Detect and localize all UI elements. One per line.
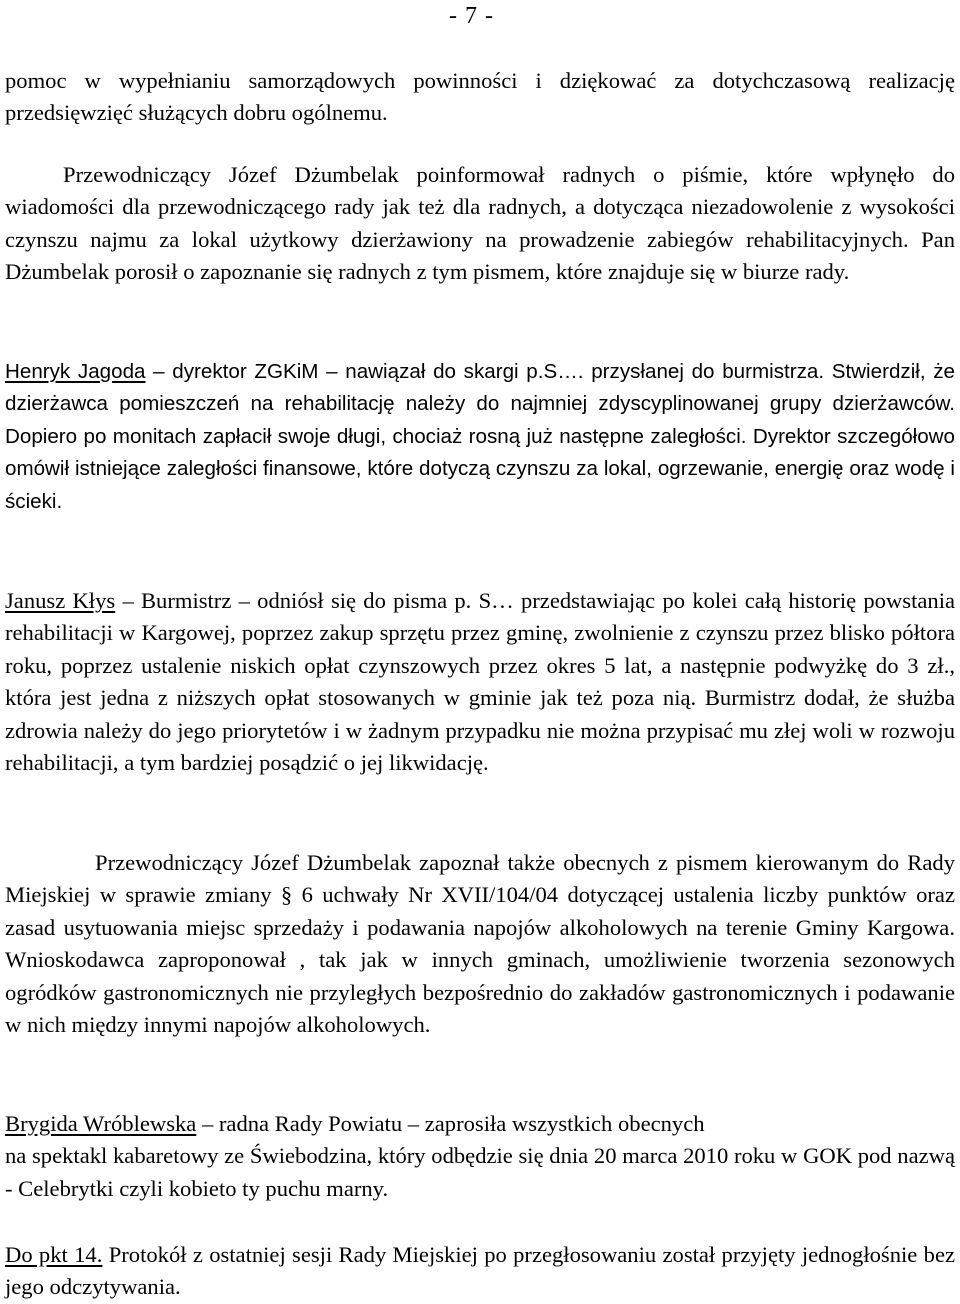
paragraph-text: Przewodniczący Józef Dżumbelak zapoznał także obecnych z pismem kierowanym do Rady Miejskiej w sprawie zmiany § 6 uchwały Nr XVII/104/04 dotyczącej ustalenia liczby punktów oraz zasad usytuowania miejsc sprzedaży i podawania napojów alkoholowych na terenie Gminy Kargowa. Wnioskodawca zaproponował , tak jak w innych gminach, umożliwienie tworzenia sezonowych ogródków gastronomicznych nie przyległych bezpośrednio do zakładów gastronomicznych i podawanie w nich między innymi napojów alkoholowych.	[5, 850, 955, 1038]
speaker-name: Brygida Wróblewska	[5, 1111, 197, 1136]
paragraph-text: – dyrektor ZGKiM – nawiązał do skargi p.S…. przysłanej do burmistrza. Stwierdził, że dzierżawca pomieszczeń na rehabilitację należy do najmniej zdyscyplinowanej grupy dzierżawców. Dopiero po monitach zapłacił swoje długi, chociaż rosną już następne zaległości. Dyrektor szczegółowo omówił istniejące zaległości finansowe, które dotyczą czynszu za lokal, ogrzewanie, energię oraz wodę i ścieki.	[5, 360, 955, 513]
paragraph-klys	[5, 585, 955, 779]
paragraph-text: Przewodniczący Józef Dżumbelak poinformował radnych o piśmie, które wpłynęło do wiadomości dla przewodniczącego rady jak też dla radnych, a dotycząca niezadowolenie z wysokości czynszu najmu za lokal użytkowy dzierżawiony na prowadzenie zabiegów rehabilitacyjnych. Pan Dżumbelak porosił o zapoznanie się radnych z tym pismem, które znajduje się w biurze rady.	[5, 162, 955, 285]
paragraph-chairman-letter	[5, 159, 955, 289]
paragraph-wroblewska	[5, 1108, 955, 1205]
paragraph-text: – radna Rady Powiatu – zaprosiła wszystkich obecnych	[196, 1111, 705, 1136]
paragraph-text: na spektakl kabaretowy ze Świebodzina, który odbędzie się dnia 20 marca 2010 roku w GOK pod nazwą - Celebrytki czyli kobieto ty puchu marny.	[5, 1143, 955, 1201]
document-page	[5, 0, 955, 1303]
paragraph-item-14	[5, 1239, 955, 1304]
paragraph-text: – Burmistrz – odniósł się do pisma p. S… przedstawiając po kolei całą historię powstania rehabilitacji w Kargowej, poprzez zakup sprzętu przez gminę, zwolnienie z czynszu przez blisko półtora roku, poprzez ustalenie niskich opłat czynszowych przez okres 5 lat, a następnie podwyżkę do 3 zł., która jest jedna z niższych opłat stosowanych w gminie jak też poza nią. Burmistrz dodał, że służba zdrowia należy do jego priorytetów i w żadnym przypadku nie można przypisać mu złej woli w rozwoju rehabilitacji, a tym bardziej posądzić o jej likwidację.	[5, 588, 955, 776]
paragraph-text: pomoc w wypełnianiu samorządowych powinności i dziękować za dotychczasową realizację przedsięwzięć służących dobru ogólnemu.	[5, 68, 955, 126]
paragraph-text: Protokół z ostatniej sesji Rady Miejskiej po przegłosowaniu został przyjęty jednogłośnie bez jego odczytywania.	[5, 1242, 955, 1300]
paragraph-closing-remarks	[5, 65, 955, 130]
agenda-item-label: Do pkt 14.	[5, 1242, 103, 1267]
paragraph-chairman-resolution	[5, 847, 955, 1041]
paragraph-jagoda	[5, 356, 955, 518]
speaker-name: Janusz Kłys	[5, 588, 116, 613]
speaker-name: Henryk Jagoda	[5, 360, 146, 383]
page-number: - 7 -	[449, 3, 494, 29]
